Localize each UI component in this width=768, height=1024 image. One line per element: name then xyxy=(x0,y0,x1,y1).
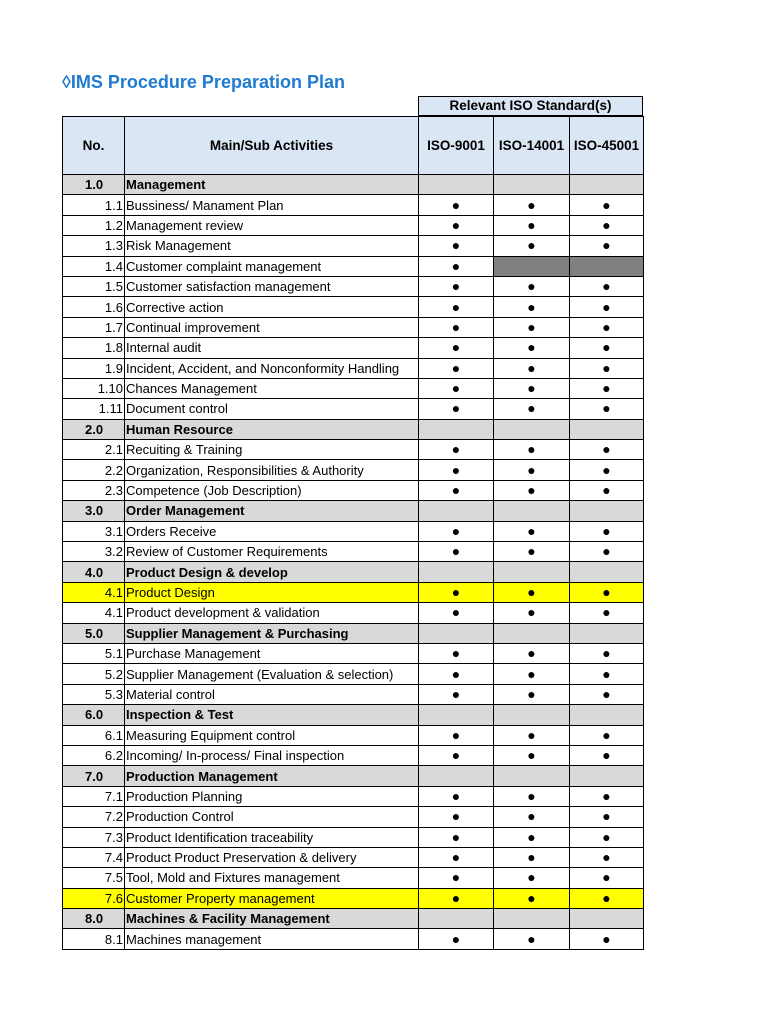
iso9001-cell xyxy=(419,419,494,439)
activity-name: Machines & Facility Management xyxy=(125,909,419,929)
activity-name: Material control xyxy=(125,684,419,704)
row-number: 6.1 xyxy=(63,725,125,745)
table-row xyxy=(63,847,644,867)
iso9001-cell: ● xyxy=(419,807,494,827)
table-row xyxy=(63,542,644,562)
row-number: 8.0 xyxy=(63,909,125,929)
iso45001-cell: ● xyxy=(570,317,644,337)
iso14001-cell xyxy=(494,175,570,195)
iso14001-cell xyxy=(494,419,570,439)
activity-name: Customer Property management xyxy=(125,888,419,908)
iso14001-cell: ● xyxy=(494,399,570,419)
iso45001-cell: ● xyxy=(570,460,644,480)
table-row xyxy=(63,929,644,949)
iso14001-cell: ● xyxy=(494,358,570,378)
table-row xyxy=(63,745,644,765)
activity-name: Corrective action xyxy=(125,297,419,317)
iso9001-cell xyxy=(419,623,494,643)
iso14001-cell xyxy=(494,705,570,725)
section-row xyxy=(63,175,644,195)
iso45001-cell: ● xyxy=(570,582,644,602)
iso45001-cell: ● xyxy=(570,195,644,215)
iso9001-cell: ● xyxy=(419,317,494,337)
row-number: 1.9 xyxy=(63,358,125,378)
iso9001-cell: ● xyxy=(419,847,494,867)
iso45001-cell: ● xyxy=(570,643,644,663)
page-title: ◊IMS Procedure Preparation Plan xyxy=(62,72,345,92)
row-number: 1.4 xyxy=(63,256,125,276)
iso14001-cell xyxy=(494,623,570,643)
iso9001-cell: ● xyxy=(419,297,494,317)
row-number: 7.1 xyxy=(63,786,125,806)
iso14001-cell: ● xyxy=(494,868,570,888)
iso9001-cell: ● xyxy=(419,256,494,276)
activity-name: Supplier Management (Evaluation & selection) xyxy=(125,664,419,684)
iso9001-cell xyxy=(419,766,494,786)
iso9001-cell: ● xyxy=(419,643,494,663)
row-number: 1.2 xyxy=(63,215,125,235)
activity-name: Bussiness/ Manament Plan xyxy=(125,195,419,215)
activity-name: Product development & validation xyxy=(125,603,419,623)
row-number: 7.4 xyxy=(63,847,125,867)
iso9001-cell: ● xyxy=(419,929,494,949)
row-number: 4.1 xyxy=(63,603,125,623)
iso9001-cell: ● xyxy=(419,236,494,256)
row-number: 3.2 xyxy=(63,542,125,562)
table-row xyxy=(63,297,644,317)
activity-name: Competence (Job Description) xyxy=(125,480,419,500)
iso14001-cell: ● xyxy=(494,276,570,296)
iso45001-cell: ● xyxy=(570,603,644,623)
iso45001-cell: ● xyxy=(570,929,644,949)
iso9001-cell: ● xyxy=(419,521,494,541)
iso14001-cell: ● xyxy=(494,460,570,480)
activity-name: Incident, Accident, and Nonconformity Handling xyxy=(125,358,419,378)
row-number: 2.0 xyxy=(63,419,125,439)
iso9001-cell: ● xyxy=(419,786,494,806)
col-header-iso14001: ISO-14001 xyxy=(494,117,570,175)
iso45001-cell: ● xyxy=(570,725,644,745)
iso9001-cell xyxy=(419,705,494,725)
iso45001-cell: ● xyxy=(570,786,644,806)
table-row xyxy=(63,807,644,827)
activity-name: Orders Receive xyxy=(125,521,419,541)
activity-name: Recuiting & Training xyxy=(125,440,419,460)
table-row xyxy=(63,440,644,460)
iso9001-cell: ● xyxy=(419,684,494,704)
iso9001-cell: ● xyxy=(419,276,494,296)
table-row xyxy=(63,378,644,398)
row-number: 1.0 xyxy=(63,175,125,195)
activity-name: Internal audit xyxy=(125,338,419,358)
iso45001-cell xyxy=(570,501,644,521)
iso14001-cell: ● xyxy=(494,745,570,765)
row-number: 1.8 xyxy=(63,338,125,358)
iso9001-cell: ● xyxy=(419,582,494,602)
iso9001-cell: ● xyxy=(419,827,494,847)
row-number: 1.11 xyxy=(63,399,125,419)
section-row xyxy=(63,419,644,439)
iso45001-cell xyxy=(570,705,644,725)
row-number: 7.3 xyxy=(63,827,125,847)
iso45001-cell: ● xyxy=(570,480,644,500)
activity-name: Customer complaint management xyxy=(125,256,419,276)
table-row xyxy=(63,215,644,235)
iso45001-cell xyxy=(570,766,644,786)
activity-name: Management review xyxy=(125,215,419,235)
iso45001-cell: ● xyxy=(570,888,644,908)
iso9001-cell xyxy=(419,175,494,195)
row-number: 2.1 xyxy=(63,440,125,460)
iso9001-cell xyxy=(419,909,494,929)
table-row xyxy=(63,603,644,623)
table-header-row xyxy=(63,117,644,175)
table-row xyxy=(63,643,644,663)
section-row xyxy=(63,562,644,582)
iso14001-cell: ● xyxy=(494,297,570,317)
iso14001-cell: ● xyxy=(494,847,570,867)
activity-name: Production Management xyxy=(125,766,419,786)
iso14001-cell: ● xyxy=(494,807,570,827)
iso9001-cell: ● xyxy=(419,378,494,398)
iso9001-cell: ● xyxy=(419,460,494,480)
iso45001-cell: ● xyxy=(570,215,644,235)
activity-name: Product Product Preservation & delivery xyxy=(125,847,419,867)
row-number: 8.1 xyxy=(63,929,125,949)
activity-name: Supplier Management & Purchasing xyxy=(125,623,419,643)
row-number: 2.2 xyxy=(63,460,125,480)
activity-name: Human Resource xyxy=(125,419,419,439)
row-number: 2.3 xyxy=(63,480,125,500)
iso9001-cell: ● xyxy=(419,358,494,378)
activity-name: Order Management xyxy=(125,501,419,521)
iso9001-cell: ● xyxy=(419,195,494,215)
iso45001-cell xyxy=(570,562,644,582)
iso14001-cell: ● xyxy=(494,317,570,337)
iso45001-cell: ● xyxy=(570,745,644,765)
row-number: 3.0 xyxy=(63,501,125,521)
table-row xyxy=(63,664,644,684)
iso45001-cell xyxy=(570,256,644,276)
table-row xyxy=(63,684,644,704)
iso45001-cell xyxy=(570,909,644,929)
iso9001-cell: ● xyxy=(419,888,494,908)
activity-name: Product Design & develop xyxy=(125,562,419,582)
table-row xyxy=(63,521,644,541)
iso14001-cell: ● xyxy=(494,643,570,663)
iso14001-cell: ● xyxy=(494,480,570,500)
iso14001-cell: ● xyxy=(494,378,570,398)
iso14001-cell: ● xyxy=(494,582,570,602)
activity-name: Chances Management xyxy=(125,378,419,398)
table-row xyxy=(63,827,644,847)
iso-standards-group-header: Relevant ISO Standard(s) xyxy=(418,96,643,116)
iso45001-cell: ● xyxy=(570,358,644,378)
row-number: 3.1 xyxy=(63,521,125,541)
iso14001-cell xyxy=(494,562,570,582)
iso45001-cell: ● xyxy=(570,807,644,827)
activity-name: Tool, Mold and Fixtures management xyxy=(125,868,419,888)
row-number: 5.2 xyxy=(63,664,125,684)
iso45001-cell: ● xyxy=(570,868,644,888)
table-row xyxy=(63,317,644,337)
row-number: 1.6 xyxy=(63,297,125,317)
table-row xyxy=(63,460,644,480)
activity-name: Management xyxy=(125,175,419,195)
iso9001-cell: ● xyxy=(419,215,494,235)
activity-name: Product Identification traceability xyxy=(125,827,419,847)
activity-name: Document control xyxy=(125,399,419,419)
iso9001-cell: ● xyxy=(419,664,494,684)
activity-name: Production Control xyxy=(125,807,419,827)
iso9001-cell: ● xyxy=(419,542,494,562)
iso9001-cell: ● xyxy=(419,603,494,623)
iso14001-cell: ● xyxy=(494,542,570,562)
iso45001-cell: ● xyxy=(570,827,644,847)
row-number: 7.6 xyxy=(63,888,125,908)
iso45001-cell: ● xyxy=(570,542,644,562)
table-row xyxy=(63,256,644,276)
iso14001-cell: ● xyxy=(494,929,570,949)
row-number: 7.5 xyxy=(63,868,125,888)
iso45001-cell: ● xyxy=(570,378,644,398)
iso14001-cell: ● xyxy=(494,440,570,460)
row-number: 5.1 xyxy=(63,643,125,663)
col-header-iso45001: ISO-45001 xyxy=(570,117,644,175)
row-number: 5.0 xyxy=(63,623,125,643)
iso14001-cell: ● xyxy=(494,888,570,908)
iso9001-cell: ● xyxy=(419,745,494,765)
iso45001-cell: ● xyxy=(570,297,644,317)
table-row xyxy=(63,276,644,296)
iso14001-cell: ● xyxy=(494,725,570,745)
iso45001-cell: ● xyxy=(570,521,644,541)
iso45001-cell xyxy=(570,175,644,195)
iso14001-cell xyxy=(494,501,570,521)
iso45001-cell: ● xyxy=(570,236,644,256)
row-number: 1.3 xyxy=(63,236,125,256)
iso9001-cell xyxy=(419,562,494,582)
iso14001-cell xyxy=(494,909,570,929)
activity-name: Review of Customer Requirements xyxy=(125,542,419,562)
iso9001-cell: ● xyxy=(419,440,494,460)
iso45001-cell: ● xyxy=(570,276,644,296)
table-row xyxy=(63,480,644,500)
section-row xyxy=(63,766,644,786)
activity-name: Production Planning xyxy=(125,786,419,806)
iso45001-cell: ● xyxy=(570,664,644,684)
activity-name: Product Design xyxy=(125,582,419,602)
iso14001-cell: ● xyxy=(494,195,570,215)
row-number: 1.7 xyxy=(63,317,125,337)
procedure-plan-table xyxy=(62,116,644,950)
iso14001-cell xyxy=(494,256,570,276)
iso9001-cell xyxy=(419,501,494,521)
table-row xyxy=(63,786,644,806)
iso14001-cell: ● xyxy=(494,521,570,541)
iso14001-cell: ● xyxy=(494,603,570,623)
row-number: 5.3 xyxy=(63,684,125,704)
activity-name: Organization, Responsibilities & Authority xyxy=(125,460,419,480)
row-number: 7.2 xyxy=(63,807,125,827)
iso14001-cell: ● xyxy=(494,786,570,806)
activity-name: Measuring Equipment control xyxy=(125,725,419,745)
activity-name: Machines management xyxy=(125,929,419,949)
row-number: 1.10 xyxy=(63,378,125,398)
iso9001-cell: ● xyxy=(419,868,494,888)
section-row xyxy=(63,623,644,643)
table-row xyxy=(63,888,644,908)
table-row xyxy=(63,358,644,378)
table-row xyxy=(63,399,644,419)
row-number: 1.1 xyxy=(63,195,125,215)
row-number: 4.0 xyxy=(63,562,125,582)
iso45001-cell xyxy=(570,419,644,439)
activity-name: Continual improvement xyxy=(125,317,419,337)
iso14001-cell: ● xyxy=(494,215,570,235)
col-header-activity: Main/Sub Activities xyxy=(125,117,419,175)
table-row xyxy=(63,195,644,215)
iso45001-cell: ● xyxy=(570,399,644,419)
activity-name: Incoming/ In-process/ Final inspection xyxy=(125,745,419,765)
row-number: 1.5 xyxy=(63,276,125,296)
activity-name: Purchase Management xyxy=(125,643,419,663)
table-row xyxy=(63,725,644,745)
col-header-no: No. xyxy=(63,117,125,175)
section-row xyxy=(63,501,644,521)
iso14001-cell: ● xyxy=(494,684,570,704)
table-row xyxy=(63,582,644,602)
row-number: 7.0 xyxy=(63,766,125,786)
row-number: 6.0 xyxy=(63,705,125,725)
table-row xyxy=(63,338,644,358)
iso9001-cell: ● xyxy=(419,338,494,358)
col-header-iso9001: ISO-9001 xyxy=(419,117,494,175)
iso45001-cell: ● xyxy=(570,338,644,358)
section-row xyxy=(63,909,644,929)
activity-name: Risk Management xyxy=(125,236,419,256)
iso9001-cell: ● xyxy=(419,725,494,745)
iso45001-cell: ● xyxy=(570,684,644,704)
table-row xyxy=(63,236,644,256)
iso45001-cell xyxy=(570,623,644,643)
iso14001-cell xyxy=(494,766,570,786)
iso14001-cell: ● xyxy=(494,338,570,358)
table-row xyxy=(63,868,644,888)
iso45001-cell: ● xyxy=(570,440,644,460)
row-number: 4.1 xyxy=(63,582,125,602)
iso45001-cell: ● xyxy=(570,847,644,867)
section-row xyxy=(63,705,644,725)
iso14001-cell: ● xyxy=(494,664,570,684)
activity-name: Inspection & Test xyxy=(125,705,419,725)
iso9001-cell: ● xyxy=(419,399,494,419)
iso14001-cell: ● xyxy=(494,827,570,847)
iso14001-cell: ● xyxy=(494,236,570,256)
iso9001-cell: ● xyxy=(419,480,494,500)
row-number: 6.2 xyxy=(63,745,125,765)
activity-name: Customer satisfaction management xyxy=(125,276,419,296)
table-body xyxy=(63,175,644,950)
